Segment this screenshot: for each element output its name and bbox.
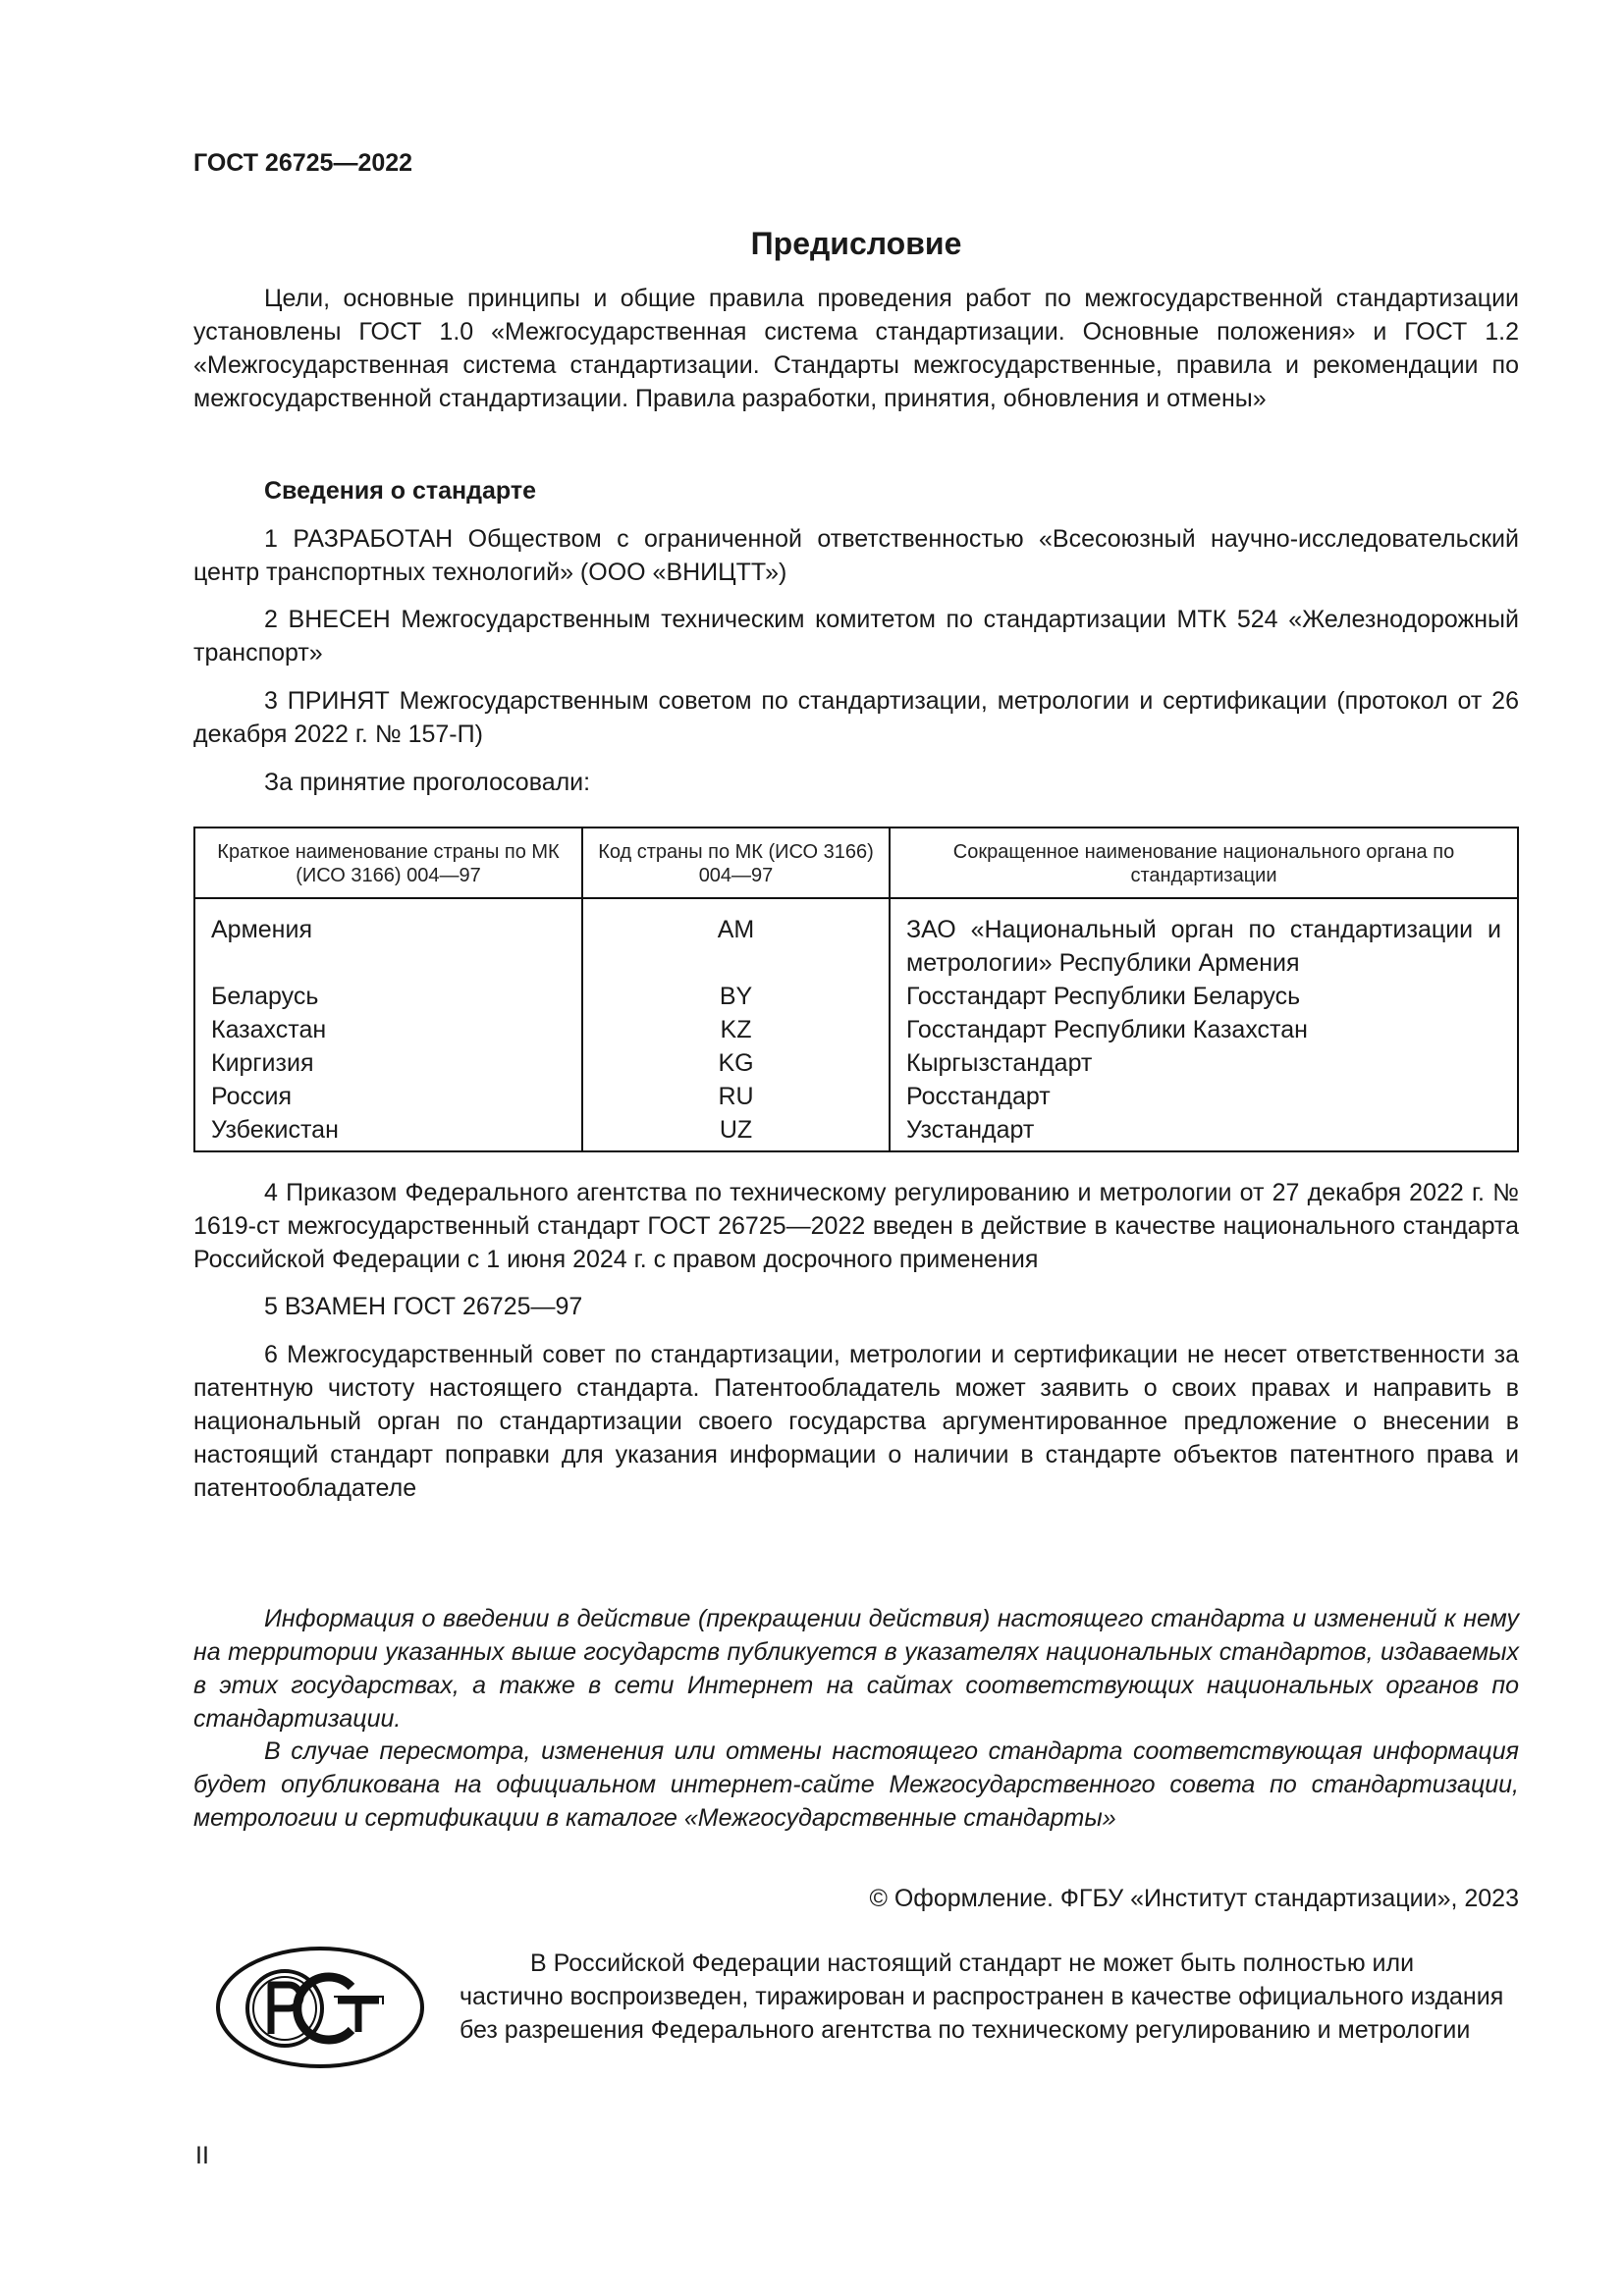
standards-body: Росстандарт	[890, 1080, 1518, 1113]
intro-paragraph: Цели, основные принципы и общие правила проведения работ по межгосударственной стандартизации установлены ГОСТ 1.0 «Межгосударственная система стандартизации. Основные положения» и ГОСТ 1.2 «Межгосударственная система стандартизации. Стандарты межгосударственные, правила и рекомендации по межгосударственной стандартизации. Правила разработки, принятия, обновления и отмены»	[193, 285, 1519, 412]
standards-body: Узстандарт	[890, 1113, 1518, 1151]
country-name: Киргизия	[194, 1046, 582, 1080]
notice-paragraph-1: Информация о введении в действие (прекращении действия) настоящего стандарта и изменений к нему на территории указанных выше государств публикуется в указателях национальных стандартов, издаваемых в этих государствах, а также в сети Интернет на сайтах соответствующих национальных органов по стандартизации.	[193, 1605, 1519, 1733]
column-header-code: Код страны по МК (ИСО 3166) 004—97	[582, 828, 890, 898]
country-name: Россия	[194, 1080, 582, 1113]
column-header-body: Сокращенное наименование национального органа по стандартизации	[890, 828, 1518, 898]
notice-paragraph-2: В случае пересмотра, изменения или отмены настоящего стандарта соответствующая информация будет опубликована на официальном интернет-сайте Межгосударственного совета по стандартизации, метрологии и сертификации в каталоге «Межгосударственные стандарты»	[193, 1737, 1519, 1832]
country-code: AM	[582, 898, 890, 980]
standards-body: ЗАО «Национальный орган по стандартизации и метрологии» Республики Армения	[890, 898, 1518, 980]
standards-body: Госстандарт Республики Казахстан	[890, 1013, 1518, 1046]
country-name: Армения	[194, 898, 582, 980]
page-title: Предисловие	[750, 226, 962, 261]
table-row	[194, 1080, 1518, 1113]
column-header-country: Краткое наименование страны по МК (ИСО 3166) 004—97	[194, 828, 582, 898]
item-1: 1 РАЗРАБОТАН Обществом с ограниченной ответственностью «Всесоюзный научно-исследовательский центр транспортных технологий» (ООО «ВНИЦТТ»)	[193, 525, 1519, 586]
info-heading: Сведения о стандарте	[264, 477, 537, 505]
voted-label: За принятие проголосовали:	[264, 769, 591, 796]
country-code: KG	[582, 1046, 890, 1080]
standards-body: Госстандарт Республики Беларусь	[890, 980, 1518, 1013]
item-6: 6 Межгосударственный совет по стандартизации, метрологии и сертификации не несет ответственности за патентную чистоту настоящего стандарта. Патентообладатель может заявить о своих правах и направить в национальный орган по стандартизации своего государства аргументированное предложение о внесении в настоящий стандарт поправки для указания информации о наличии в стандарте объектов патентного права и патентообладателе	[193, 1341, 1519, 1502]
table-row	[194, 1046, 1518, 1080]
table-header-row	[194, 828, 1518, 898]
table-row	[194, 898, 1518, 980]
item-2: 2 ВНЕСЕН Межгосударственным техническим комитетом по стандартизации МТК 524 «Железнодорожный транспорт»	[193, 606, 1519, 667]
item-5: 5 ВЗАМЕН ГОСТ 26725—97	[264, 1293, 583, 1320]
countries-table	[193, 827, 1519, 1152]
country-name: Узбекистан	[194, 1113, 582, 1151]
country-name: Казахстан	[194, 1013, 582, 1046]
table-row	[194, 1113, 1518, 1151]
country-code: RU	[582, 1080, 890, 1113]
country-code: BY	[582, 980, 890, 1013]
country-name: Беларусь	[194, 980, 582, 1013]
rights-notice: В Российской Федерации настоящий стандарт не может быть полностью или частично воспроизведен, тиражирован и распространен в качестве официального издания без разрешения Федерального агентства по техническому регулированию и метрологии	[460, 1949, 1504, 2044]
table-row	[194, 1013, 1518, 1046]
page-number: II	[195, 2142, 209, 2169]
country-code: KZ	[582, 1013, 890, 1046]
item-3: 3 ПРИНЯТ Межгосударственным советом по стандартизации, метрологии и сертификации (протокол от 26 декабря 2022 г. № 157-П)	[193, 687, 1519, 748]
item-4: 4 Приказом Федерального агентства по техническому регулированию и метрологии от 27 декабря 2022 г. № 1619-ст межгосударственный стандарт ГОСТ 26725—2022 введен в действие в качестве национального стандарта Российской Федерации с 1 июня 2024 г. с правом досрочного применения	[193, 1179, 1519, 1273]
country-code: UZ	[582, 1113, 890, 1151]
rst-certification-mark-icon	[212, 1944, 428, 2076]
document-number: ГОСТ 26725—2022	[193, 149, 413, 177]
copyright-line: © Оформление. ФГБУ «Институт стандартизации», 2023	[869, 1885, 1519, 1912]
standards-body: Кыргызстандарт	[890, 1046, 1518, 1080]
table-row	[194, 980, 1518, 1013]
